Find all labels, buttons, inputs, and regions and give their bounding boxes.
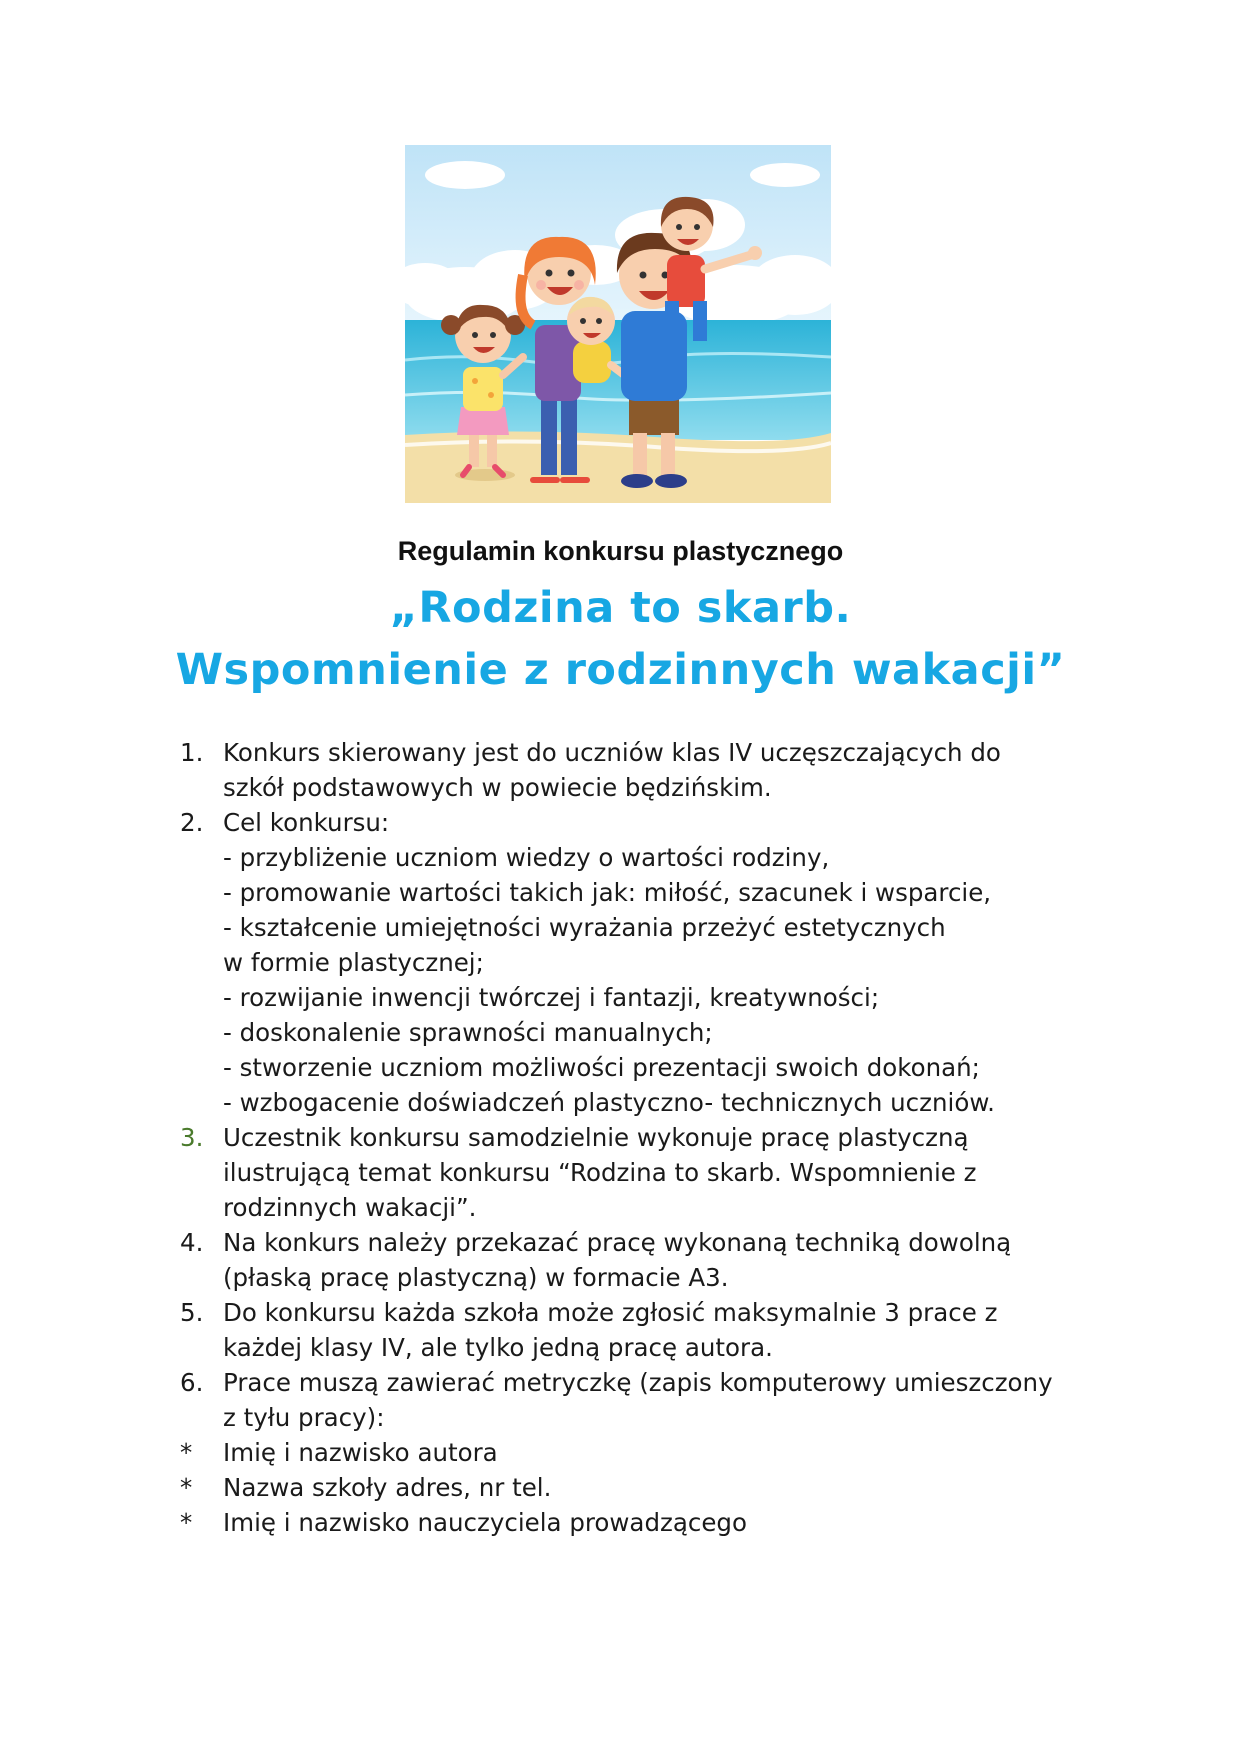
goal-item: - wzbogacenie doświadczeń plastyczno- technicznych uczniów. [223,1088,995,1117]
rule-6 [180,1365,1120,1435]
family-beach-icon [405,145,831,503]
rule-text-line: Prace muszą zawierać metryczkę (zapis komputerowy umieszczony [223,1368,1053,1397]
rule-text-line: rodzinnych wakacji”. [223,1193,477,1222]
goal-item: w formie plastycznej; [223,948,484,977]
label-item-teacher [180,1505,1120,1540]
label-item-text: Imię i nazwisko autora [223,1438,498,1467]
rule-3 [180,1120,1120,1225]
rule-text-line: Do konkursu każda szkoła może zgłosić maksymalnie 3 prace z [223,1298,998,1327]
rule-4 [180,1225,1120,1295]
rule-5 [180,1295,1120,1365]
asterisk-bullet: * [180,1438,193,1467]
rule-number: 6. [180,1368,204,1397]
family-beach-illustration [405,145,831,503]
rule-text-line: Na konkurs należy przekazać pracę wykonaną techniką dowolną [223,1228,1012,1257]
label-item-text: Nazwa szkoły adres, nr tel. [223,1473,552,1502]
rule-number: 5. [180,1298,204,1327]
rule-text-line: szkół podstawowych w powiecie będzińskim. [223,773,772,802]
contest-title-line-1: „Rodzina to skarb. [389,583,852,633]
goal-item: - doskonalenie sprawności manualnych; [223,1018,713,1047]
rule-2 [180,805,1120,1120]
asterisk-bullet: * [180,1508,193,1537]
rules-list [180,735,1120,1540]
rule-1 [180,735,1120,805]
rule-text-line: (płaską pracę plastyczną) w formacie A3. [223,1263,729,1292]
goal-item: - stworzenie uczniom możliwości prezentacji swoich dokonań; [223,1053,980,1082]
goal-item: - rozwijanie inwencji twórczej i fantazji, kreatywności; [223,983,880,1012]
document-heading: Regulamin konkursu plastycznego [397,536,844,566]
label-item-text: Imię i nazwisko nauczyciela prowadzącego [223,1508,747,1537]
rule-text-line: ilustrującą temat konkursu “Rodzina to skarb. Wspomnienie z [223,1158,977,1187]
rule-text-line: Cel konkursu: [223,808,390,837]
label-item-author [180,1435,1120,1470]
rule-text-line: Uczestnik konkursu samodzielnie wykonuje pracę plastyczną [223,1123,969,1152]
rule-text-line: Konkurs skierowany jest do uczniów klas IV uczęszczających do [223,738,1001,767]
rule-number: 2. [180,808,204,837]
label-item-school [180,1470,1120,1505]
rule-number: 4. [180,1228,204,1257]
rule-number: 3. [180,1123,204,1152]
goal-item: - kształcenie umiejętności wyrażania przeżyć estetycznych [223,913,946,942]
goal-item: - przybliżenie uczniom wiedzy o wartości rodziny, [223,843,830,872]
rule-text-line: każdej klasy IV, ale tylko jedną pracę autora. [223,1333,773,1362]
goal-item: - promowanie wartości takich jak: miłość, szacunek i wsparcie, [223,878,992,907]
asterisk-bullet: * [180,1473,193,1502]
rule-number: 1. [180,738,204,767]
contest-title-line-2: Wspomnienie z rodzinnych wakacji” [175,645,1066,695]
rule-text-line: z tyłu pracy): [223,1403,385,1432]
